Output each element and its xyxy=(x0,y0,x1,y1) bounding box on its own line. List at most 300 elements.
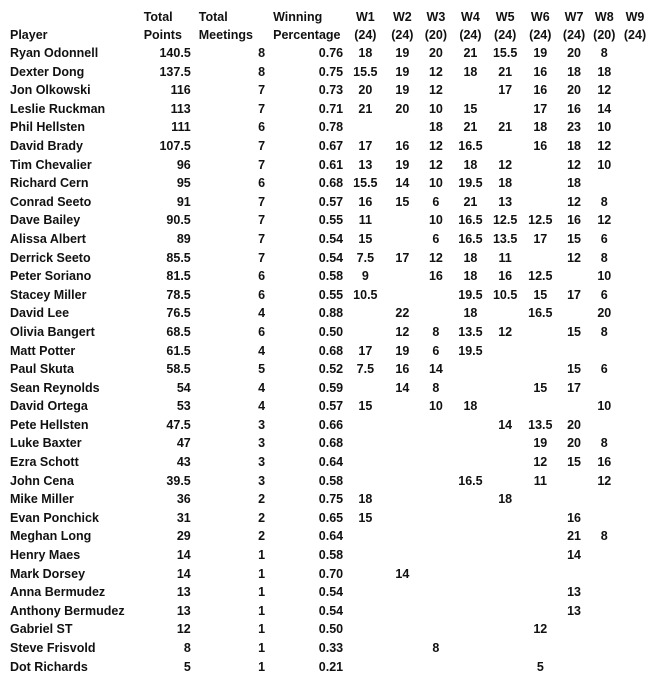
week-9-score-cell xyxy=(619,509,651,528)
week-1-score-cell: 10.5 xyxy=(353,287,378,302)
player-name-cell: Mike Miller xyxy=(10,492,74,507)
week-8-score-cell xyxy=(590,583,619,602)
winning-percentage-cell: 0.67 xyxy=(318,138,344,153)
total-meetings-cell: 1 xyxy=(258,603,266,618)
week-5-score-cell: 12.5 xyxy=(492,213,518,228)
week-5-score-cell xyxy=(488,602,522,621)
week-5-score-cell xyxy=(488,509,522,528)
week-2-score-cell xyxy=(386,453,420,472)
week-2-score-cell: 19 xyxy=(395,64,410,79)
week-9-score-cell xyxy=(619,472,651,491)
week-2-score-cell: 15 xyxy=(395,194,410,209)
header-week-7: W7 xyxy=(564,10,584,24)
week-3-score-cell: 18 xyxy=(428,120,443,135)
week-9-score-cell xyxy=(619,211,651,230)
week-2-score-cell: 19 xyxy=(395,83,410,98)
table-row xyxy=(10,118,651,137)
week-3-score-cell: 10 xyxy=(428,176,443,191)
header-row-2 xyxy=(10,26,651,44)
week-9-score-cell xyxy=(619,174,651,193)
week-3-score-cell: 12 xyxy=(428,250,443,265)
header-week-8-max: (20) xyxy=(593,28,616,42)
week-9-score-cell xyxy=(619,565,651,584)
week-7-score-cell: 16 xyxy=(567,510,581,525)
total-points-cell: 116 xyxy=(170,83,191,98)
winning-percentage-cell: 0.50 xyxy=(318,622,344,637)
week-6-score-cell: 12.5 xyxy=(528,269,553,284)
week-2-score-cell xyxy=(386,118,420,137)
header-week-3: W3 xyxy=(426,10,446,24)
week-6-score-cell: 16.5 xyxy=(528,306,553,321)
header-week-5: W5 xyxy=(495,10,515,24)
week-8-score-cell: 16 xyxy=(597,455,612,470)
table-header xyxy=(10,8,651,44)
table-row xyxy=(10,249,651,268)
week-4-score-cell: 19.5 xyxy=(458,287,483,302)
week-9-score-cell xyxy=(619,304,651,323)
week-1-score-cell xyxy=(345,546,385,565)
header-row-1 xyxy=(10,8,651,26)
week-6-score-cell: 19 xyxy=(533,46,548,60)
week-4-score-cell xyxy=(453,565,489,584)
week-7-score-cell: 16 xyxy=(567,101,581,116)
total-points-cell: 81.5 xyxy=(166,269,191,284)
week-6-score-cell: 16 xyxy=(533,83,548,98)
week-2-score-cell: 16 xyxy=(395,362,410,377)
week-3-score-cell: 14 xyxy=(428,362,443,377)
total-points-cell: 31 xyxy=(176,510,191,525)
week-4-score-cell xyxy=(453,658,489,677)
total-points-cell: 5 xyxy=(183,659,191,674)
week-1-score-cell: 18 xyxy=(358,492,373,507)
total-meetings-cell: 7 xyxy=(258,138,266,153)
total-points-cell: 39.5 xyxy=(166,473,191,488)
week-3-score-cell: 12 xyxy=(428,64,443,79)
table-row xyxy=(10,583,651,602)
week-7-score-cell: 15 xyxy=(567,455,581,470)
week-5-score-cell: 12 xyxy=(498,157,513,172)
week-7-score-cell: 15 xyxy=(567,231,581,246)
header-week-5-max: (24) xyxy=(494,28,517,42)
week-8-score-cell: 8 xyxy=(600,324,608,339)
week-7-score-cell: 18 xyxy=(567,176,581,191)
week-4-score-cell xyxy=(453,602,489,621)
week-9-score-cell xyxy=(619,118,651,137)
player-name-cell: Pete Hellsten xyxy=(10,417,89,432)
week-2-score-cell: 19 xyxy=(395,157,410,172)
week-1-score-cell xyxy=(345,304,385,323)
total-points-cell: 95 xyxy=(176,176,191,191)
week-7-score-cell xyxy=(558,490,589,509)
week-5-score-cell: 10.5 xyxy=(492,287,518,302)
total-points-cell: 43 xyxy=(176,455,191,470)
table-row xyxy=(10,323,651,342)
week-7-score-cell: 15 xyxy=(567,324,581,339)
week-5-score-cell xyxy=(488,379,522,398)
week-1-score-cell xyxy=(345,565,385,584)
week-8-score-cell: 12 xyxy=(597,473,612,488)
week-8-score-cell xyxy=(590,174,619,193)
header-week-9-max: (24) xyxy=(623,28,647,42)
week-4-score-cell xyxy=(453,81,489,100)
week-3-score-cell: 16 xyxy=(428,269,443,284)
week-4-score-cell: 19.5 xyxy=(458,343,483,358)
week-8-score-cell xyxy=(590,379,619,398)
week-1-score-cell xyxy=(345,583,385,602)
week-4-score-cell xyxy=(453,639,489,658)
week-6-score-cell xyxy=(522,546,558,565)
week-8-score-cell xyxy=(590,416,619,435)
week-3-score-cell: 12 xyxy=(428,83,443,98)
player-name-cell: Mark Dorsey xyxy=(10,566,86,581)
week-1-score-cell xyxy=(345,416,385,435)
week-1-score-cell xyxy=(345,620,385,639)
player-name-cell: Gabriel ST xyxy=(10,622,73,637)
week-3-score-cell: 10 xyxy=(428,213,443,228)
week-5-score-cell: 18 xyxy=(498,176,513,191)
total-meetings-cell: 1 xyxy=(258,548,266,563)
total-points-cell: 13 xyxy=(176,603,191,618)
week-9-score-cell xyxy=(619,583,651,602)
winning-percentage-cell: 0.70 xyxy=(318,566,344,581)
table-row xyxy=(10,472,651,491)
header-meetings-top: Total xyxy=(198,10,228,24)
total-points-cell: 137.5 xyxy=(159,64,191,79)
total-points-cell: 68.5 xyxy=(166,324,191,339)
player-name-cell: Paul Skuta xyxy=(10,362,74,377)
week-4-score-cell: 18 xyxy=(463,306,478,321)
week-9-score-cell xyxy=(619,44,651,63)
week-8-score-cell: 14 xyxy=(597,101,612,116)
week-2-score-cell: 14 xyxy=(395,176,410,191)
week-9-score-cell xyxy=(619,546,651,565)
week-8-score-cell xyxy=(590,565,619,584)
week-7-score-cell: 16 xyxy=(567,213,581,228)
week-7-score-cell xyxy=(558,267,589,286)
winning-percentage-cell: 0.58 xyxy=(318,548,344,563)
week-3-score-cell xyxy=(419,304,453,323)
week-9-score-cell xyxy=(619,249,651,268)
total-points-cell: 76.5 xyxy=(166,306,191,321)
week-6-score-cell: 12.5 xyxy=(528,213,553,228)
table-row xyxy=(10,602,651,621)
week-5-score-cell: 17 xyxy=(498,83,513,98)
table-row xyxy=(10,81,651,100)
week-8-score-cell xyxy=(590,620,619,639)
week-4-score-cell: 18 xyxy=(463,157,478,172)
winning-percentage-cell: 0.57 xyxy=(318,194,344,209)
week-7-score-cell: 23 xyxy=(567,120,581,135)
winning-percentage-cell: 0.33 xyxy=(318,641,344,655)
week-3-score-cell xyxy=(419,565,453,584)
total-meetings-cell: 6 xyxy=(258,324,266,339)
winning-percentage-cell: 0.64 xyxy=(318,455,344,470)
winning-percentage-cell: 0.54 xyxy=(318,250,344,265)
week-7-score-cell xyxy=(558,342,589,361)
week-3-score-cell xyxy=(419,416,453,435)
week-9-score-cell xyxy=(619,453,651,472)
week-4-score-cell xyxy=(453,360,489,379)
week-4-score-cell: 19.5 xyxy=(458,176,483,191)
week-8-score-cell: 10 xyxy=(597,269,612,284)
week-4-score-cell: 13.5 xyxy=(458,324,483,339)
week-7-score-cell xyxy=(558,565,589,584)
week-2-score-cell: 14 xyxy=(395,566,410,581)
week-3-score-cell xyxy=(419,472,453,491)
table-row xyxy=(10,397,651,416)
winning-percentage-cell: 0.68 xyxy=(318,436,344,451)
total-meetings-cell: 3 xyxy=(258,417,266,432)
week-6-score-cell: 12 xyxy=(533,622,548,637)
week-6-score-cell: 17 xyxy=(533,101,548,116)
week-5-score-cell xyxy=(488,453,522,472)
header-week-8: W8 xyxy=(594,10,614,24)
week-3-score-cell xyxy=(419,509,453,528)
total-points-cell: 29 xyxy=(176,529,191,544)
week-4-score-cell xyxy=(453,379,489,398)
total-meetings-cell: 7 xyxy=(258,194,266,209)
week-4-score-cell: 16.5 xyxy=(458,138,483,153)
week-6-score-cell: 16 xyxy=(533,64,548,79)
week-8-score-cell: 6 xyxy=(600,362,608,377)
week-2-score-cell xyxy=(386,397,420,416)
winning-percentage-cell: 0.21 xyxy=(318,659,344,674)
player-name-cell: David Brady xyxy=(10,138,83,153)
player-name-cell: Ryan Odonnell xyxy=(10,46,99,60)
total-points-cell: 113 xyxy=(170,101,191,116)
week-2-score-cell xyxy=(386,509,420,528)
total-points-cell: 140.5 xyxy=(159,46,191,60)
week-8-score-cell: 6 xyxy=(600,231,608,246)
table-row xyxy=(10,658,651,677)
table-row xyxy=(10,100,651,119)
week-7-score-cell: 20 xyxy=(567,436,581,451)
week-8-score-cell: 10 xyxy=(597,120,612,135)
player-name-cell: Richard Cern xyxy=(10,176,89,191)
week-6-score-cell xyxy=(522,527,558,546)
week-4-score-cell: 21 xyxy=(463,194,478,209)
table-row xyxy=(10,565,651,584)
winning-percentage-cell: 0.50 xyxy=(318,324,344,339)
player-name-cell: Anna Bermudez xyxy=(10,585,106,600)
total-meetings-cell: 3 xyxy=(258,473,266,488)
table-row xyxy=(10,453,651,472)
header-player-top xyxy=(10,8,140,26)
week-1-score-cell xyxy=(345,639,385,658)
week-1-score-cell: 9 xyxy=(361,269,369,284)
week-9-score-cell xyxy=(619,230,651,249)
week-5-score-cell xyxy=(488,342,522,361)
week-3-score-cell: 12 xyxy=(428,138,443,153)
total-meetings-cell: 6 xyxy=(258,120,266,135)
week-6-score-cell: 16 xyxy=(533,138,548,153)
week-7-score-cell xyxy=(558,397,589,416)
total-meetings-cell: 7 xyxy=(258,83,266,98)
player-name-cell: David Lee xyxy=(10,306,70,321)
week-3-score-cell xyxy=(419,602,453,621)
week-6-score-cell: 15 xyxy=(533,287,548,302)
winning-percentage-cell: 0.75 xyxy=(318,64,344,79)
table-row xyxy=(10,230,651,249)
table-row xyxy=(10,620,651,639)
total-meetings-cell: 7 xyxy=(258,250,266,265)
week-5-score-cell xyxy=(488,100,522,119)
total-points-cell: 111 xyxy=(171,120,191,135)
week-1-score-cell xyxy=(345,379,385,398)
week-4-score-cell xyxy=(453,453,489,472)
week-2-score-cell xyxy=(386,639,420,658)
player-name-cell: Peter Soriano xyxy=(10,269,92,284)
week-7-score-cell: 18 xyxy=(567,138,581,153)
total-meetings-cell: 6 xyxy=(258,176,266,191)
header-week-4: W4 xyxy=(461,10,480,24)
week-3-score-cell xyxy=(419,490,453,509)
week-7-score-cell xyxy=(558,304,589,323)
player-name-cell: Sean Reynolds xyxy=(10,380,100,395)
week-1-score-cell xyxy=(345,527,385,546)
week-9-score-cell xyxy=(619,81,651,100)
week-1-score-cell: 17 xyxy=(358,138,373,153)
total-meetings-cell: 4 xyxy=(258,306,266,321)
week-9-score-cell xyxy=(619,527,651,546)
week-8-score-cell: 10 xyxy=(597,157,612,172)
week-9-score-cell xyxy=(619,639,651,658)
week-5-score-cell xyxy=(488,360,522,379)
week-6-score-cell xyxy=(522,360,558,379)
winning-percentage-cell: 0.54 xyxy=(318,231,344,246)
week-7-score-cell: 13 xyxy=(567,603,581,618)
week-7-score-cell: 21 xyxy=(567,529,581,544)
week-8-score-cell xyxy=(590,509,619,528)
week-3-score-cell: 8 xyxy=(432,324,440,339)
week-4-score-cell: 16.5 xyxy=(458,213,483,228)
total-points-cell: 13 xyxy=(176,585,191,600)
week-6-score-cell: 13.5 xyxy=(528,417,553,432)
week-1-score-cell: 15.5 xyxy=(353,64,378,79)
week-4-score-cell xyxy=(453,583,489,602)
week-4-score-cell xyxy=(453,434,489,453)
week-2-score-cell xyxy=(386,546,420,565)
week-4-score-cell: 21 xyxy=(463,120,478,135)
total-points-cell: 107.5 xyxy=(159,138,191,153)
week-6-score-cell: 17 xyxy=(533,231,548,246)
week-3-score-cell: 10 xyxy=(428,101,443,116)
week-9-score-cell xyxy=(619,602,651,621)
table-row xyxy=(10,527,651,546)
week-9-score-cell xyxy=(619,434,651,453)
week-3-score-cell xyxy=(419,527,453,546)
week-6-score-cell xyxy=(522,323,558,342)
week-6-score-cell xyxy=(522,509,558,528)
week-2-score-cell: 16 xyxy=(395,138,410,153)
week-8-score-cell: 10 xyxy=(597,399,612,414)
standings-table xyxy=(10,8,651,676)
total-points-cell: 96 xyxy=(176,157,191,172)
week-7-score-cell: 20 xyxy=(567,417,581,432)
week-7-score-cell xyxy=(558,658,589,677)
week-6-score-cell xyxy=(522,602,558,621)
week-1-score-cell: 13 xyxy=(358,157,373,172)
week-5-score-cell: 21 xyxy=(498,64,513,79)
table-row xyxy=(10,416,651,435)
player-name-cell: Jon Olkowski xyxy=(10,83,91,98)
header-week-1: W1 xyxy=(355,10,375,24)
table-row xyxy=(10,137,651,156)
total-meetings-cell: 1 xyxy=(258,641,266,655)
week-9-score-cell xyxy=(619,156,651,175)
table-row xyxy=(10,490,651,509)
week-9-score-cell xyxy=(619,658,651,677)
week-5-score-cell xyxy=(488,620,522,639)
week-4-score-cell: 15 xyxy=(463,101,478,116)
total-points-cell: 54 xyxy=(176,380,191,395)
week-5-score-cell: 15.5 xyxy=(492,46,518,60)
winning-percentage-cell: 0.64 xyxy=(318,529,344,544)
winning-percentage-cell: 0.71 xyxy=(318,101,344,116)
week-8-score-cell: 8 xyxy=(600,436,608,451)
week-6-score-cell: 5 xyxy=(536,659,544,674)
player-name-cell: Olivia Bangert xyxy=(10,324,95,339)
header-week-2-max: (24) xyxy=(391,28,414,42)
week-4-score-cell: 18 xyxy=(463,250,478,265)
week-1-score-cell xyxy=(345,472,385,491)
week-2-score-cell xyxy=(386,583,420,602)
week-5-score-cell: 16 xyxy=(498,269,513,284)
winning-percentage-cell: 0.54 xyxy=(318,585,344,600)
week-5-score-cell: 21 xyxy=(498,120,513,135)
player-name-cell: Conrad Seeto xyxy=(10,194,92,209)
week-3-score-cell: 6 xyxy=(432,194,440,209)
week-2-score-cell xyxy=(386,472,420,491)
total-meetings-cell: 4 xyxy=(258,399,266,414)
player-name-cell: Dave Bailey xyxy=(10,213,81,228)
total-meetings-cell: 1 xyxy=(258,585,266,600)
week-1-score-cell: 21 xyxy=(358,101,373,116)
total-meetings-cell: 1 xyxy=(258,622,266,637)
week-3-score-cell: 12 xyxy=(428,157,443,172)
total-meetings-cell: 5 xyxy=(258,362,266,377)
week-5-score-cell: 13 xyxy=(498,194,513,209)
week-6-score-cell xyxy=(522,156,558,175)
week-9-score-cell xyxy=(619,100,651,119)
header-week-3-max: (20) xyxy=(424,28,447,42)
total-points-cell: 8 xyxy=(183,641,191,655)
table-body xyxy=(10,44,651,676)
week-4-score-cell xyxy=(453,620,489,639)
week-1-score-cell: 16 xyxy=(358,194,373,209)
total-points-cell: 91 xyxy=(176,194,191,209)
table-row xyxy=(10,509,651,528)
week-5-score-cell xyxy=(488,565,522,584)
winning-percentage-cell: 0.88 xyxy=(318,306,344,321)
week-6-score-cell: 18 xyxy=(533,120,548,135)
winning-percentage-cell: 0.59 xyxy=(318,380,344,395)
week-1-score-cell xyxy=(345,434,385,453)
week-4-score-cell: 18 xyxy=(463,399,478,414)
total-meetings-cell: 1 xyxy=(258,659,266,674)
total-meetings-cell: 2 xyxy=(258,510,266,525)
week-2-score-cell: 17 xyxy=(395,250,410,265)
week-5-score-cell xyxy=(488,397,522,416)
week-8-score-cell xyxy=(590,546,619,565)
header-week-9: W9 xyxy=(625,10,645,24)
week-4-score-cell xyxy=(453,546,489,565)
week-7-score-cell: 17 xyxy=(567,380,581,395)
player-name-cell: Tim Chevalier xyxy=(10,157,92,172)
week-2-score-cell xyxy=(386,490,420,509)
player-name-cell: Phil Hellsten xyxy=(10,120,86,135)
week-6-score-cell xyxy=(522,174,558,193)
